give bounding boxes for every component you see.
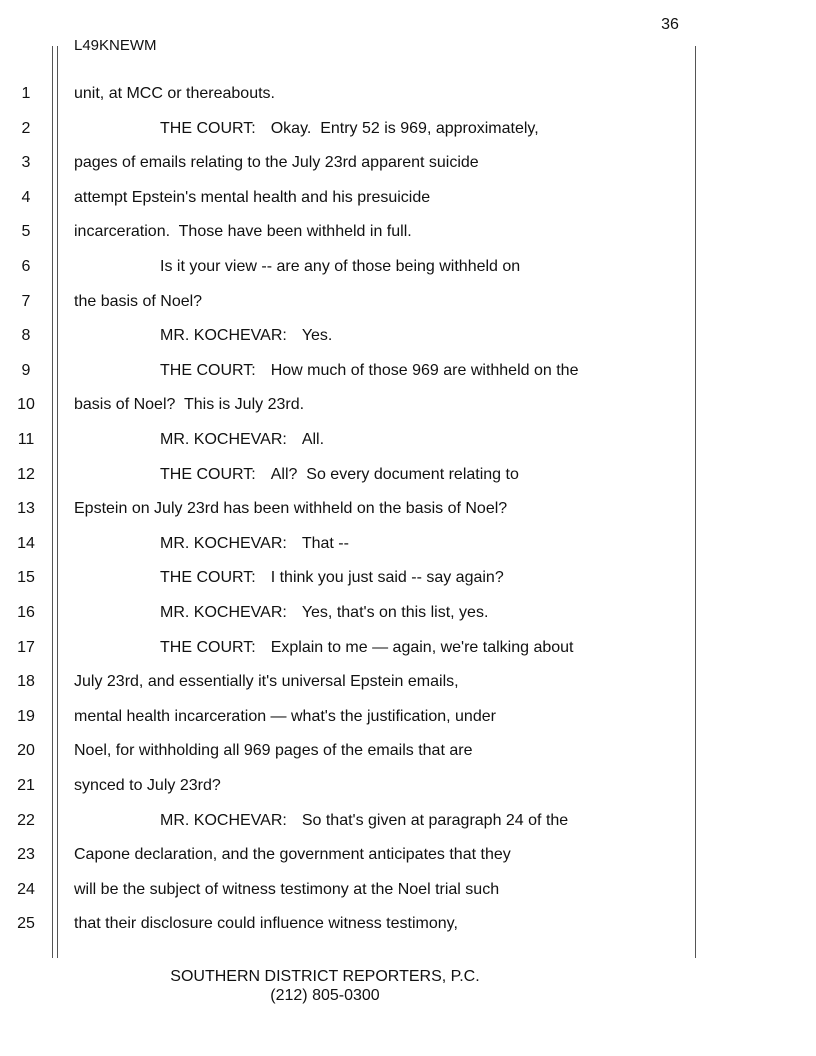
line-text: mental health incarceration — what's the justification, under <box>74 707 496 725</box>
line-text: basis of Noel? This is July 23rd. <box>74 396 305 414</box>
speaker-label: THE COURT: <box>160 361 256 379</box>
transcript-line <box>74 85 275 103</box>
line-number: 10 <box>17 396 35 414</box>
line-text: Okay. Entry 52 is 969, approximately, <box>270 119 539 137</box>
line-text: All. <box>301 431 325 448</box>
transcript-line <box>74 154 479 172</box>
speaker-label: MR. KOCHEVAR: <box>160 811 287 829</box>
transcript-line <box>74 881 499 899</box>
line-number: 2 <box>21 119 31 137</box>
line-text: will be the subject of witness testimony at the Noel trial such <box>74 880 500 898</box>
transcript-line <box>160 639 574 657</box>
line-number: 7 <box>21 292 31 310</box>
line-number: 21 <box>17 777 35 794</box>
speaker-label: MR. KOCHEVAR: <box>160 327 287 345</box>
transcript-line <box>74 673 459 691</box>
line-number: 15 <box>17 569 35 587</box>
transcript-line <box>74 846 511 864</box>
line-number: 23 <box>17 846 35 864</box>
line-number: 19 <box>17 707 35 725</box>
transcript-line <box>160 569 504 587</box>
case-id: L49KNEWM <box>74 37 157 54</box>
line-number: 13 <box>17 500 35 518</box>
transcript-line <box>74 223 412 241</box>
transcript-line <box>160 535 349 553</box>
line-text: the basis of Noel? <box>74 292 203 310</box>
line-number: 14 <box>17 534 35 552</box>
right-margin-rule <box>695 46 696 958</box>
transcript-line <box>160 812 568 830</box>
transcript-line <box>160 258 520 276</box>
line-text: incarceration. Those have been withheld in full. <box>74 223 412 241</box>
page-number: 36 <box>661 16 679 33</box>
transcript-line <box>74 708 496 726</box>
line-number: 17 <box>17 638 35 656</box>
line-number: 18 <box>17 673 35 691</box>
transcript-line <box>160 604 488 622</box>
line-text: unit, at MCC or thereabouts. <box>74 85 275 102</box>
line-number: 24 <box>17 880 35 898</box>
line-text: July 23rd, and essentially it's universal Epstein emails, <box>74 673 459 691</box>
line-number: 5 <box>21 223 31 241</box>
line-number: 4 <box>21 188 31 206</box>
transcript-line <box>74 500 507 518</box>
line-text: attempt Epstein's mental health and his presuicide <box>74 188 431 206</box>
line-number: 25 <box>17 915 35 933</box>
line-text: So that's given at paragraph 24 of the <box>301 811 569 829</box>
speaker-label: MR. KOCHEVAR: <box>160 431 287 448</box>
transcript-line <box>160 327 332 345</box>
speaker-label: THE COURT: <box>160 569 256 587</box>
speaker-label: THE COURT: <box>160 638 256 656</box>
left-margin-rule-2 <box>57 46 58 958</box>
line-text: That -- <box>301 534 349 552</box>
speaker-label: THE COURT: <box>160 465 256 483</box>
transcript-line <box>160 120 539 138</box>
transcript-line <box>74 915 458 933</box>
footer-reporter: SOUTHERN DISTRICT REPORTERS, P.C. <box>170 968 480 985</box>
line-number: 11 <box>17 431 35 448</box>
line-text: synced to July 23rd? <box>74 777 221 794</box>
transcript-line <box>74 189 430 207</box>
speaker-label: THE COURT: <box>160 119 256 137</box>
transcript-line <box>160 362 578 380</box>
line-text: Is it your view -- are any of those being withheld on <box>160 258 521 275</box>
transcript-line <box>160 466 519 484</box>
line-number: 3 <box>21 154 31 172</box>
line-text: Epstein on July 23rd has been withheld on the basis of Noel? <box>74 500 508 518</box>
line-number: 6 <box>21 258 31 275</box>
line-text: Yes. <box>301 327 333 345</box>
transcript-line <box>74 396 304 414</box>
line-text: Noel, for withholding all 969 pages of the emails that are <box>74 742 473 760</box>
line-number: 16 <box>17 604 35 621</box>
line-text: How much of those 969 are withheld on the <box>270 361 579 379</box>
speaker-label: MR. KOCHEVAR: <box>160 534 287 552</box>
left-margin-rule-1 <box>52 46 53 958</box>
line-number: 1 <box>21 85 31 102</box>
line-text: Capone declaration, and the government anticipates that they <box>74 846 511 864</box>
line-text: All? So every document relating to <box>270 465 519 483</box>
transcript-line <box>160 431 324 449</box>
line-number: 9 <box>21 361 31 379</box>
line-number: 20 <box>17 742 35 760</box>
line-number: 8 <box>21 327 31 345</box>
transcript-line <box>74 777 221 795</box>
line-text: that their disclosure could influence witness testimony, <box>74 915 458 933</box>
speaker-label: MR. KOCHEVAR: <box>160 604 287 621</box>
line-text: Yes, that's on this list, yes. <box>301 604 489 621</box>
line-text: Explain to me — again, we're talking about <box>270 638 574 656</box>
line-text: pages of emails relating to the July 23rd apparent suicide <box>74 154 479 172</box>
transcript-line <box>74 742 472 760</box>
line-text: I think you just said -- say again? <box>270 569 504 587</box>
footer-phone: (212) 805-0300 <box>270 987 380 1004</box>
line-number: 22 <box>17 811 35 829</box>
line-number: 12 <box>17 465 35 483</box>
transcript-line <box>74 293 202 311</box>
